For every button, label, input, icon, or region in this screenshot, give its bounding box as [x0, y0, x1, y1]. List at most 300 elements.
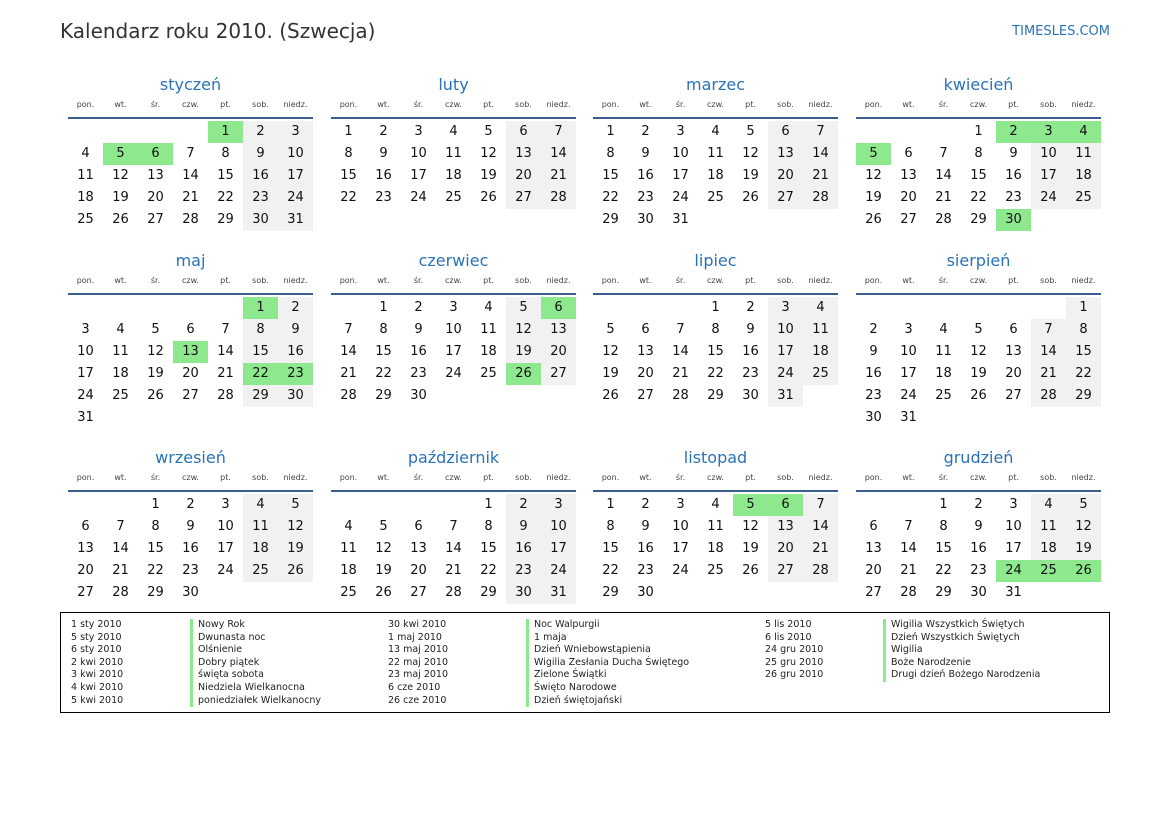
weekday-label: sob. [252, 276, 269, 285]
holiday-day-cell: 6 [138, 143, 173, 165]
month-calendar [593, 249, 838, 407]
day-cell: 29 [970, 212, 987, 227]
weekday-label: sob. [252, 473, 269, 482]
site-brand-link[interactable]: TIMESLES.COM [1012, 24, 1110, 39]
day-cell: 17 [278, 165, 313, 187]
day-cell: 23 [243, 187, 278, 209]
day-cell: 27 [1005, 388, 1022, 403]
day-cell: 6 [904, 146, 913, 161]
header-divider [856, 293, 1101, 295]
day-cell: 28 [1031, 385, 1066, 407]
day-cell: 11 [77, 168, 94, 183]
legend-holiday-name: Wigilia [891, 644, 923, 656]
day-cell: 25 [77, 212, 94, 227]
day-cell: 2 [414, 300, 423, 315]
day-cell: 4 [116, 322, 125, 337]
legend-date: 22 maj 2010 [388, 656, 449, 668]
day-cell: 30 [410, 388, 427, 403]
day-cell: 31 [768, 385, 803, 407]
weekday-label: pt. [1008, 100, 1019, 109]
weekday-label: sob. [252, 100, 269, 109]
weekday-label: śr. [938, 473, 949, 482]
day-cell: 14 [182, 168, 199, 183]
day-cell: 25 [803, 363, 838, 385]
day-cell: 27 [506, 187, 541, 209]
weekday-label: niedz. [283, 473, 308, 482]
day-cell: 14 [340, 344, 357, 359]
day-cell: 18 [1066, 165, 1101, 187]
day-cell: 7 [221, 322, 230, 337]
day-cell: 28 [803, 560, 838, 582]
day-cell: 5 [151, 322, 160, 337]
day-cell: 6 [869, 519, 878, 534]
empty-day-cell [331, 297, 366, 319]
day-cell: 11 [340, 541, 357, 556]
day-cell: 21 [803, 538, 838, 560]
day-cell: 14 [1031, 341, 1066, 363]
day-cell: 21 [541, 165, 576, 187]
day-cell: 5 [974, 322, 983, 337]
day-cell: 24 [77, 388, 94, 403]
day-cell: 12 [970, 344, 987, 359]
day-cell: 31 [900, 410, 917, 425]
day-cell: 17 [1005, 541, 1022, 556]
holiday-day-cell: 3 [1031, 121, 1066, 143]
day-cell: 15 [602, 541, 619, 556]
day-cell: 8 [243, 319, 278, 341]
legend-date: 1 maj 2010 [388, 631, 442, 643]
day-cell: 2 [974, 497, 983, 512]
day-cell: 30 [182, 585, 199, 600]
day-cell: 25 [243, 560, 278, 582]
day-cell: 30 [637, 585, 654, 600]
header-divider [331, 293, 576, 295]
day-cell: 18 [112, 366, 129, 381]
day-cell: 5 [379, 519, 388, 534]
weekday-label: pt. [220, 473, 231, 482]
weekday-label: śr. [938, 100, 949, 109]
day-cell: 24 [672, 190, 689, 205]
empty-day-cell [103, 297, 138, 319]
month-calendar [593, 73, 838, 231]
day-cell: 3 [221, 497, 230, 512]
day-cell: 17 [900, 366, 917, 381]
day-cell: 16 [1005, 168, 1022, 183]
day-grid [68, 121, 313, 231]
day-cell: 7 [186, 146, 195, 161]
day-cell: 24 [672, 563, 689, 578]
weekday-label: pon. [76, 276, 95, 285]
day-cell: 13 [147, 168, 164, 183]
day-cell: 9 [869, 344, 878, 359]
day-cell: 16 [182, 541, 199, 556]
day-cell: 12 [375, 541, 392, 556]
legend-holiday-name: święta sobota [198, 669, 264, 681]
day-grid [856, 121, 1101, 231]
day-cell: 29 [602, 212, 619, 227]
day-cell: 30 [506, 582, 541, 604]
day-cell: 22 [480, 563, 497, 578]
holiday-day-cell: 1 [243, 297, 278, 319]
legend-date: 4 kwi 2010 [71, 681, 124, 693]
day-cell: 22 [935, 563, 952, 578]
day-grid [331, 121, 576, 209]
day-cell: 11 [480, 322, 497, 337]
weekday-header [593, 472, 838, 488]
day-cell: 9 [186, 519, 195, 534]
empty-day-cell [103, 494, 138, 516]
day-cell: 15 [217, 168, 234, 183]
legend-date: 26 gru 2010 [765, 669, 824, 681]
day-cell: 2 [746, 300, 755, 315]
day-cell: 25 [707, 563, 724, 578]
empty-day-cell [401, 494, 436, 516]
day-cell: 3 [81, 322, 90, 337]
holiday-day-cell: 25 [1031, 560, 1066, 582]
weekday-label: niedz. [808, 100, 833, 109]
weekday-label: śr. [938, 276, 949, 285]
holiday-day-cell: 5 [733, 494, 768, 516]
day-cell: 26 [602, 388, 619, 403]
day-cell: 18 [803, 341, 838, 363]
weekday-label: sob. [1040, 100, 1057, 109]
day-cell: 14 [900, 541, 917, 556]
day-cell: 1 [1066, 297, 1101, 319]
day-cell: 15 [243, 341, 278, 363]
day-cell: 12 [742, 519, 759, 534]
day-cell: 1 [344, 124, 353, 139]
holiday-day-cell: 6 [541, 297, 576, 319]
weekday-header [593, 99, 838, 115]
day-cell: 9 [379, 146, 388, 161]
day-cell: 12 [147, 344, 164, 359]
day-cell: 25 [340, 585, 357, 600]
day-cell: 1 [379, 300, 388, 315]
month-name: czerwiec [418, 251, 489, 270]
empty-day-cell [856, 297, 891, 319]
weekday-label: pon. [601, 100, 620, 109]
weekday-label: śr. [413, 473, 424, 482]
holiday-day-cell: 24 [996, 560, 1031, 582]
day-cell: 11 [243, 516, 278, 538]
weekday-label: sob. [1040, 473, 1057, 482]
day-cell: 11 [935, 344, 952, 359]
day-cell: 5 [484, 124, 493, 139]
weekday-label: wt. [114, 473, 127, 482]
day-cell: 14 [803, 143, 838, 165]
weekday-label: pt. [220, 276, 231, 285]
day-cell: 30 [278, 385, 313, 407]
empty-day-cell [103, 121, 138, 143]
day-cell: 9 [506, 516, 541, 538]
weekday-label: wt. [902, 100, 915, 109]
day-cell: 17 [217, 541, 234, 556]
empty-day-cell [856, 121, 891, 143]
month-name: lipiec [694, 251, 737, 270]
legend-holiday-name: Zielone Świątki [534, 669, 607, 681]
empty-day-cell [1031, 297, 1066, 319]
day-cell: 29 [1066, 385, 1101, 407]
day-cell: 18 [707, 168, 724, 183]
weekday-label: śr. [150, 473, 161, 482]
day-cell: 17 [541, 538, 576, 560]
day-cell: 1 [606, 497, 615, 512]
day-cell: 31 [77, 410, 94, 425]
day-cell: 8 [484, 519, 493, 534]
day-grid [68, 297, 313, 429]
day-cell: 26 [278, 560, 313, 582]
day-cell: 5 [506, 297, 541, 319]
day-cell: 19 [865, 190, 882, 205]
day-cell: 18 [707, 541, 724, 556]
weekday-label: pt. [745, 473, 756, 482]
day-cell: 26 [742, 190, 759, 205]
weekday-label: czw. [970, 473, 987, 482]
day-cell: 4 [939, 322, 948, 337]
day-cell: 22 [217, 190, 234, 205]
day-cell: 9 [641, 146, 650, 161]
day-cell: 7 [803, 121, 838, 143]
weekday-label: czw. [707, 100, 724, 109]
weekday-label: pt. [1008, 473, 1019, 482]
empty-day-cell [173, 121, 208, 143]
day-cell: 10 [445, 322, 462, 337]
empty-day-cell [436, 494, 471, 516]
weekday-label: niedz. [283, 100, 308, 109]
day-cell: 17 [410, 168, 427, 183]
day-cell: 20 [410, 563, 427, 578]
legend-date: 5 kwi 2010 [71, 694, 124, 706]
day-cell: 18 [243, 538, 278, 560]
legend-holiday-name: Dwunasta noc [198, 631, 266, 643]
day-cell: 16 [637, 541, 654, 556]
day-cell: 29 [602, 585, 619, 600]
day-cell: 7 [939, 146, 948, 161]
weekday-label: czw. [970, 100, 987, 109]
weekday-label: wt. [639, 473, 652, 482]
day-cell: 3 [676, 497, 685, 512]
legend-date: 2 kwi 2010 [71, 656, 124, 668]
day-cell: 27 [77, 585, 94, 600]
day-cell: 28 [900, 585, 917, 600]
legend-holiday-name: Dobry piątek [198, 656, 260, 668]
day-cell: 4 [803, 297, 838, 319]
day-cell: 8 [711, 322, 720, 337]
weekday-label: pon. [864, 473, 883, 482]
day-cell: 26 [112, 212, 129, 227]
holiday-day-cell: 26 [506, 363, 541, 385]
day-cell: 21 [1031, 363, 1066, 385]
day-cell: 8 [344, 146, 353, 161]
weekday-label: wt. [377, 276, 390, 285]
day-cell: 16 [742, 344, 759, 359]
header-divider [331, 490, 576, 492]
day-cell: 25 [445, 190, 462, 205]
day-cell: 31 [541, 582, 576, 604]
header-divider [856, 490, 1101, 492]
day-cell: 8 [606, 146, 615, 161]
weekday-label: niedz. [1071, 473, 1096, 482]
day-cell: 21 [340, 366, 357, 381]
day-cell: 23 [637, 190, 654, 205]
day-cell: 2 [278, 297, 313, 319]
day-cell: 30 [243, 209, 278, 231]
legend-holiday-name: Dzień świętojański [534, 694, 623, 706]
weekday-label: pt. [1008, 276, 1019, 285]
month-name: październik [407, 448, 500, 467]
empty-day-cell [366, 494, 401, 516]
day-cell: 25 [707, 190, 724, 205]
day-cell: 7 [904, 519, 913, 534]
day-cell: 13 [768, 516, 803, 538]
header-divider [68, 490, 313, 492]
day-cell: 13 [541, 319, 576, 341]
day-cell: 19 [112, 190, 129, 205]
legend-date: 24 gru 2010 [765, 644, 824, 656]
day-cell: 1 [606, 124, 615, 139]
day-cell: 14 [112, 541, 129, 556]
header-divider [68, 117, 313, 119]
month-calendar [68, 446, 313, 604]
weekday-label: wt. [114, 276, 127, 285]
legend-date: 5 sty 2010 [71, 631, 122, 643]
weekday-label: pt. [483, 100, 494, 109]
day-cell: 14 [217, 344, 234, 359]
weekday-label: czw. [707, 276, 724, 285]
header-divider [331, 117, 576, 119]
day-cell: 6 [768, 121, 803, 143]
day-cell: 2 [641, 124, 650, 139]
day-cell: 3 [449, 300, 458, 315]
legend-date: 6 lis 2010 [765, 631, 812, 643]
header-divider [68, 293, 313, 295]
holiday-legend [60, 612, 1110, 713]
day-cell: 16 [410, 344, 427, 359]
day-cell: 5 [1066, 494, 1101, 516]
legend-date: 13 maj 2010 [388, 644, 449, 656]
legend-date-column [388, 619, 448, 707]
day-cell: 11 [112, 344, 129, 359]
day-cell: 29 [935, 585, 952, 600]
day-cell: 18 [480, 344, 497, 359]
empty-day-cell [173, 297, 208, 319]
header-divider [593, 117, 838, 119]
day-cell: 7 [344, 322, 353, 337]
weekday-label: śr. [413, 276, 424, 285]
day-cell: 26 [865, 212, 882, 227]
holiday-day-cell: 13 [173, 341, 208, 363]
weekday-label: pt. [220, 100, 231, 109]
holiday-day-cell: 5 [103, 143, 138, 165]
day-cell: 7 [541, 121, 576, 143]
day-cell: 15 [935, 541, 952, 556]
day-cell: 29 [243, 385, 278, 407]
day-cell: 2 [869, 322, 878, 337]
day-cell: 9 [974, 519, 983, 534]
day-cell: 21 [935, 190, 952, 205]
day-cell: 19 [742, 541, 759, 556]
legend-date: 3 kwi 2010 [71, 669, 124, 681]
day-cell: 12 [1066, 516, 1101, 538]
day-cell: 17 [1031, 165, 1066, 187]
day-cell: 17 [672, 168, 689, 183]
empty-day-cell [891, 494, 926, 516]
weekday-label: sob. [515, 473, 532, 482]
day-cell: 24 [445, 366, 462, 381]
weekday-label: sob. [777, 100, 794, 109]
day-cell: 21 [182, 190, 199, 205]
weekday-header [68, 275, 313, 291]
holiday-day-cell: 4 [1066, 121, 1101, 143]
day-cell: 26 [742, 563, 759, 578]
weekday-label: pt. [745, 100, 756, 109]
weekday-header [331, 99, 576, 115]
month-name: luty [438, 75, 469, 94]
day-cell: 17 [445, 344, 462, 359]
holiday-day-cell: 6 [768, 494, 803, 516]
day-cell: 27 [147, 212, 164, 227]
holiday-day-cell: 1 [208, 121, 243, 143]
day-cell: 31 [672, 212, 689, 227]
weekday-label: śr. [675, 100, 686, 109]
day-cell: 11 [1066, 143, 1101, 165]
day-cell: 9 [746, 322, 755, 337]
day-cell: 30 [970, 585, 987, 600]
day-cell: 22 [1066, 363, 1101, 385]
day-cell: 16 [970, 541, 987, 556]
day-cell: 10 [410, 146, 427, 161]
day-cell: 25 [935, 388, 952, 403]
day-cell: 14 [935, 168, 952, 183]
weekday-label: wt. [639, 100, 652, 109]
header-divider [856, 117, 1101, 119]
month-calendar [593, 446, 838, 604]
day-cell: 10 [1031, 143, 1066, 165]
day-cell: 15 [1066, 341, 1101, 363]
legend-holiday-name: Drugi dzień Bożego Narodzenia [891, 669, 1041, 681]
weekday-label: wt. [639, 276, 652, 285]
day-cell: 21 [217, 366, 234, 381]
day-cell: 27 [768, 187, 803, 209]
day-cell: 9 [278, 319, 313, 341]
day-cell: 12 [865, 168, 882, 183]
day-cell: 16 [278, 341, 313, 363]
day-cell: 14 [803, 516, 838, 538]
day-cell: 28 [182, 212, 199, 227]
day-cell: 3 [768, 297, 803, 319]
empty-day-cell [138, 297, 173, 319]
legend-holiday-name: poniedziałek Wielkanocny [198, 694, 322, 706]
empty-day-cell [68, 494, 103, 516]
day-cell: 26 [147, 388, 164, 403]
day-cell: 16 [637, 168, 654, 183]
empty-day-cell [628, 297, 663, 319]
day-cell: 27 [637, 388, 654, 403]
day-cell: 9 [1009, 146, 1018, 161]
weekday-label: czw. [182, 276, 199, 285]
day-cell: 13 [1005, 344, 1022, 359]
empty-day-cell [961, 297, 996, 319]
empty-day-cell [208, 297, 243, 319]
weekday-label: pon. [76, 473, 95, 482]
header-divider [593, 490, 838, 492]
weekday-label: czw. [182, 100, 199, 109]
weekday-label: wt. [377, 473, 390, 482]
day-cell: 12 [602, 344, 619, 359]
day-cell: 15 [480, 541, 497, 556]
empty-day-cell [996, 297, 1031, 319]
day-cell: 20 [147, 190, 164, 205]
